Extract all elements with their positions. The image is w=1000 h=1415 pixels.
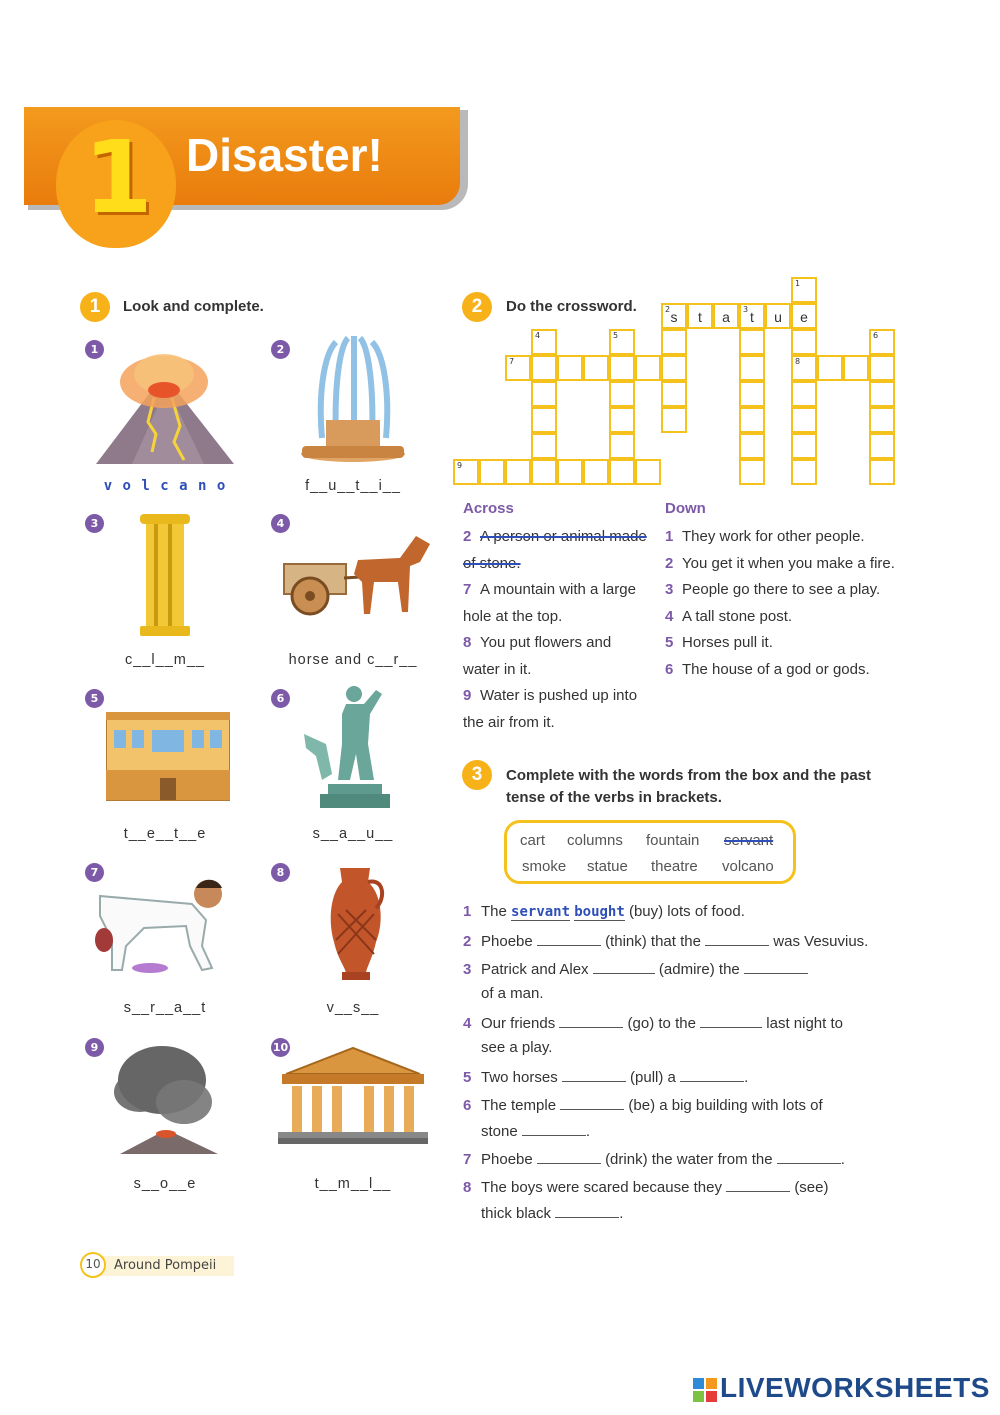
sentence-1: 1 The servant bought (buy) lots of food. [463,903,745,920]
liveworksheets-logo-icon [693,1378,717,1402]
sentence-3: 3 Patrick and Alex (admire) the [463,959,808,978]
vase-picture [326,864,388,982]
fountain-picture [296,334,410,464]
item-number: 10 [271,1038,290,1057]
down-clue-1: 1 They work for other people. [665,528,865,545]
answer-blank[interactable] [555,1203,619,1218]
box-word: cart [520,832,546,849]
crossword-cell[interactable] [531,433,557,459]
crossword-cell[interactable] [505,459,531,485]
crossword-cell[interactable]: 4 [531,329,557,355]
volcano-picture [92,342,238,468]
sentence-3-cont: of a man. [481,985,544,1002]
crossword-cell[interactable] [635,459,661,485]
crossword-cell[interactable] [869,381,895,407]
answer-column[interactable]: c__l__m__ [125,652,205,668]
box-word: fountain [646,832,700,849]
box-word: theatre [651,858,698,875]
crossword-cell[interactable] [557,459,583,485]
crossword-cell[interactable] [635,355,661,381]
crossword-cell[interactable] [843,355,869,381]
liveworksheets-watermark: LIVEWORKSHEETS [720,1372,990,1403]
crossword-cell[interactable]: 7 [505,355,531,381]
column-picture [136,512,194,638]
crossword-cell[interactable] [869,459,895,485]
answer-blank[interactable] [562,1067,626,1082]
answer-blank[interactable] [700,1013,762,1028]
statue-picture [298,684,398,812]
answer-temple[interactable]: t__m__l__ [314,1176,392,1192]
ex2-title: Do the crossword. [506,298,637,315]
item-number: 6 [271,689,290,708]
ex1-number: 1 [80,292,110,322]
crossword-cell[interactable] [869,355,895,381]
crossword-cell[interactable] [661,355,687,381]
crossword-cell[interactable] [739,407,765,433]
crossword-cell[interactable]: 3 t [739,303,765,329]
ex3-title: Complete with the words from the box and the past tense of the verbs in brackets. [506,767,872,806]
sentence-8: 8 The boys were scared because they (see) [463,1179,829,1196]
crossword-cell[interactable] [609,407,635,433]
answer-theatre[interactable]: t__e__t__e [123,826,207,842]
answer-blank[interactable] [593,959,655,974]
crossword-cell[interactable] [791,407,817,433]
crossword-cell[interactable] [661,407,687,433]
crossword-cell[interactable]: a [713,303,739,329]
unit-title: Disaster! [186,129,383,181]
sentence-5: 5 Two horses (pull) a . [463,1069,749,1086]
crossword-cell[interactable] [739,459,765,485]
ex2-number: 2 [462,292,492,322]
across-heading: Across [463,500,514,517]
sentence-6: 6 The temple (be) a big building with lots of [463,1097,823,1114]
crossword-cell[interactable] [661,329,687,355]
crossword-cell[interactable] [739,355,765,381]
crossword-cell[interactable] [609,381,635,407]
box-word: statue [587,858,628,875]
crossword-cell[interactable] [531,381,557,407]
crossword-cell[interactable]: 1 [791,277,817,303]
crossword-cell[interactable] [583,459,609,485]
crossword-cell[interactable] [609,459,635,485]
box-word: smoke [522,858,567,875]
crossword-cell[interactable] [817,355,843,381]
crossword-cell[interactable] [739,329,765,355]
crossword-cell[interactable] [557,355,583,381]
answer-servant[interactable]: s__r__a__t [123,1000,207,1016]
down-clue-4: 4 A tall stone post. [665,607,793,625]
crossword-cell[interactable] [479,459,505,485]
box-word: volcano [722,858,774,875]
crossword-cell[interactable]: e [791,303,817,329]
crossword-cell[interactable] [739,381,765,407]
smoke-picture [106,1040,226,1160]
crossword-cell[interactable] [609,355,635,381]
crossword-cell[interactable] [791,329,817,355]
sentence-4-cont: see a play. [481,1039,553,1056]
down-clue-2: 2 You get it when you make a fire. [665,554,895,572]
down-clue-5: 5 Horses pull it. [665,634,773,651]
theatre-picture [106,712,230,802]
sentence-6-cont: stone . [481,1123,591,1140]
temple-picture [278,1044,428,1146]
crossword-cell[interactable] [531,355,557,381]
crossword-cell[interactable]: 8 [791,355,817,381]
item-number: 9 [85,1038,104,1057]
answer-fountain[interactable]: f__u__t__i__ [305,478,401,494]
crossword-cell[interactable] [739,433,765,459]
answer-blank[interactable] [559,1013,623,1028]
item-number: 4 [271,514,290,533]
across-clue-2: 2 A person or animal made of stone. [463,528,647,572]
crossword-cell[interactable] [869,407,895,433]
item-number: 7 [85,863,104,882]
answer-blank[interactable] [522,1121,586,1136]
down-clue-6: 6 The house of a god or gods. [665,660,870,678]
page-number: 10 [80,1252,106,1278]
answer-vase[interactable]: v__s__ [326,1000,380,1016]
item-number: 8 [271,863,290,882]
answer-blank[interactable] [744,959,808,974]
answer-statue[interactable]: s__a__u__ [312,826,394,842]
answer-blank[interactable] [537,931,601,946]
box-word: columns [567,832,623,849]
answer-blank[interactable]: servant [511,904,571,920]
crossword-cell[interactable] [531,459,557,485]
footer-section: Around Pompeii [114,1258,217,1273]
crossword-cell[interactable] [609,433,635,459]
item-number: 3 [85,514,104,533]
crossword-cell[interactable]: 5 [609,329,635,355]
crossword-cell[interactable] [869,433,895,459]
sentence-4: 4 Our friends (go) to the last night to [463,1015,843,1032]
crossword-cell[interactable]: t [687,303,713,329]
crossword-cell[interactable]: 2 s [661,303,687,329]
answer-blank[interactable] [705,931,769,946]
crossword-cell[interactable] [661,381,687,407]
item-number: 1 [85,340,104,359]
crossword-cell[interactable]: 6 [869,329,895,355]
across-clue-7: 7 A mountain with a large hole at the top. [463,581,636,625]
crossword-cell[interactable] [583,355,609,381]
answer-blank[interactable] [680,1067,744,1082]
item-number: 5 [85,689,104,708]
crossword-cell[interactable] [791,459,817,485]
answer-blank[interactable] [726,1177,790,1192]
crossword-cell[interactable]: u [765,303,791,329]
answer-volcano[interactable]: v o l c a n o [103,478,227,494]
answer-horse-cart[interactable]: horse and c__r__ [288,652,418,668]
answer-smoke[interactable]: s__o__e [133,1176,197,1192]
unit-number: 1 [83,119,153,236]
down-heading: Down [665,500,706,517]
sentence-8-cont: thick black . [481,1205,624,1222]
ex3-number: 3 [462,760,492,790]
down-clues [665,524,897,683]
sentence-2: 2 Phoebe (think) that the was Vesuvius. [463,933,869,950]
box-word-used: servant [724,832,774,849]
sentence-7: 7 Phoebe (drink) the water from the . [463,1151,845,1168]
crossword-cell[interactable] [791,433,817,459]
answer-blank[interactable] [537,1149,601,1164]
answer-blank[interactable] [777,1149,841,1164]
servant-picture [92,876,238,978]
answer-blank[interactable] [560,1095,624,1110]
crossword-cell[interactable] [531,407,557,433]
crossword-cell[interactable] [791,381,817,407]
answer-blank[interactable]: bought [574,904,625,920]
across-clue-9: 9 Water is pushed up into the air from it. [463,687,638,731]
crossword-cell[interactable]: 9 [453,459,479,485]
across-clues [463,524,648,736]
down-clue-3: 3 People go there to see a play. [665,581,881,598]
across-clue-8: 8 You put flowers and water in it. [463,634,612,678]
ex1-title: Look and complete. [123,298,264,315]
item-number: 2 [271,340,290,359]
horse-cart-picture [280,526,432,620]
